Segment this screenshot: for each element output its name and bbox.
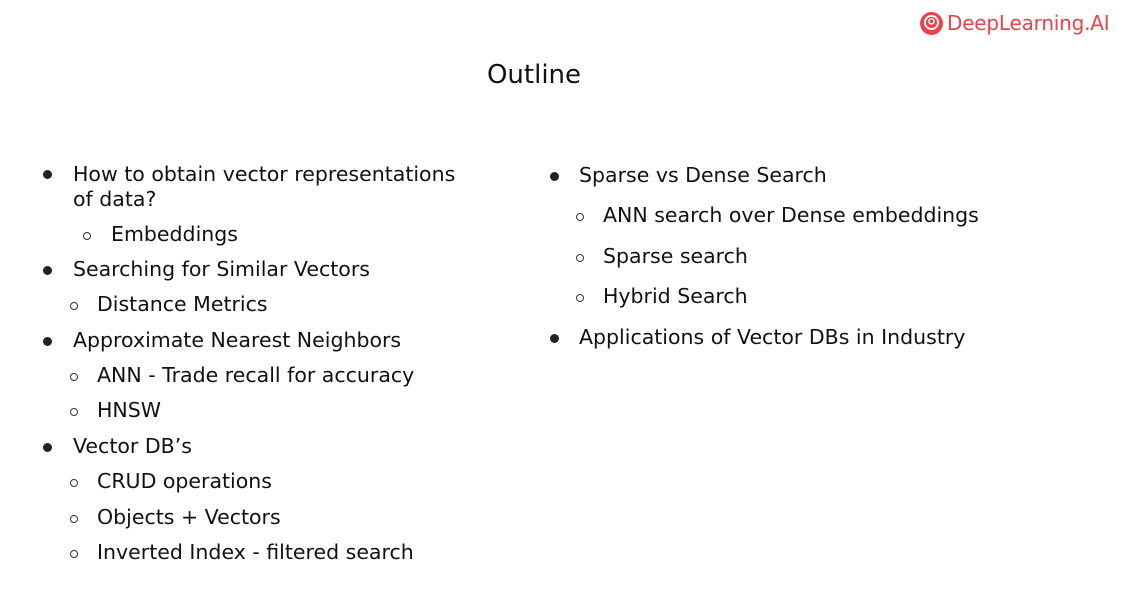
- brand-logo: [919, 9, 1109, 37]
- sub-bullet-icon: [70, 408, 78, 416]
- list-sub-item: Embeddings: [111, 222, 238, 246]
- list-item-heading: Vector DB’s: [73, 434, 192, 458]
- list-sub-item: Distance Metrics: [97, 292, 268, 316]
- bullet-icon: [550, 334, 559, 343]
- list-sub-item: Inverted Index - filtered search: [97, 540, 414, 564]
- sub-bullet-icon: [70, 302, 78, 310]
- list-item-heading: Approximate Nearest Neighbors: [73, 328, 402, 352]
- list-item-heading: Searching for Similar Vectors: [73, 257, 370, 281]
- sub-bullet-icon: [576, 254, 584, 262]
- list-sub-item: Sparse search: [603, 244, 748, 268]
- list-item-heading-continued: of data?: [73, 187, 157, 211]
- list-sub-item: CRUD operations: [97, 469, 272, 493]
- bullet-icon: [43, 266, 52, 275]
- list-sub-item: ANN - Trade recall for accuracy: [97, 363, 415, 387]
- bullet-icon: [43, 337, 52, 346]
- sub-bullet-icon: [70, 479, 78, 487]
- brand-name: DeepLearning.AI: [947, 11, 1110, 35]
- sub-bullet-icon: [576, 213, 584, 221]
- sub-bullet-icon: [83, 232, 91, 240]
- bullet-icon: [43, 443, 52, 452]
- list-item-heading: How to obtain vector representations: [73, 162, 456, 186]
- bullet-icon: [550, 172, 559, 181]
- list-sub-item: Hybrid Search: [603, 284, 748, 308]
- slide-title: Outline: [486, 60, 582, 90]
- list-sub-item: ANN search over Dense embeddings: [603, 203, 979, 227]
- deeplearning-logo-icon: [919, 11, 944, 36]
- list-item-heading: Applications of Vector DBs in Industry: [579, 325, 966, 349]
- list-sub-item: HNSW: [97, 398, 162, 422]
- sub-bullet-icon: [70, 550, 78, 558]
- bullet-icon: [43, 170, 52, 179]
- list-sub-item: Objects + Vectors: [97, 505, 281, 529]
- list-item-heading: Sparse vs Dense Search: [579, 163, 827, 187]
- sub-bullet-icon: [576, 294, 584, 302]
- sub-bullet-icon: [70, 515, 78, 523]
- sub-bullet-icon: [70, 373, 78, 381]
